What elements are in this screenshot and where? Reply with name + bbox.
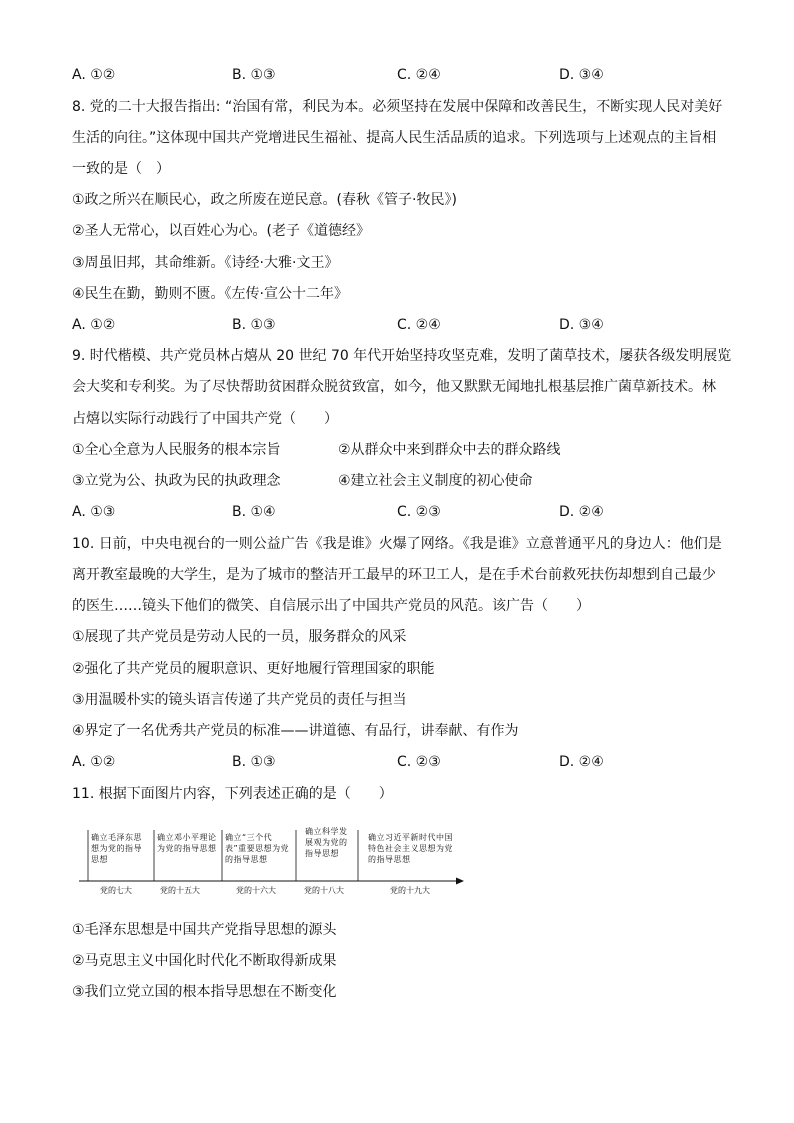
timeline-congress: 党的七大 [100, 886, 132, 895]
timeline-congress: 党的十五大 [160, 886, 200, 895]
q10-statement: ②强化了共产党员的履职意识、更好地履行管理国家的职能 [72, 661, 435, 677]
q8-statement: ②圣人无常心，以百姓心为心。(老子《道德经》 [72, 223, 371, 239]
q10-statement: ④界定了一名优秀共产党员的标准——讲道德、有品行，讲奉献、有作为 [72, 723, 519, 739]
timeline-label: 确立科学发展观为党的指导思想 [305, 827, 348, 858]
q8-stem-line: 8. 党的二十大报告指出: “治国有常，利民为本。必须坚持在发展中保障和改善民生，不断实现人民对美好 [72, 99, 723, 115]
q11-stem-line: 11. 根据下面图片内容，下列表述正确的是（ ） [72, 786, 393, 802]
q10-option-b[interactable]: B. ①③ [232, 754, 276, 770]
timeline-congress: 党的十九大 [390, 886, 430, 895]
q10-statement: ③用温暖朴实的镜头语言传递了共产党员的责任与担当 [72, 692, 407, 708]
q9-option-a[interactable]: A. ①③ [72, 504, 116, 520]
q8-option-a[interactable]: A. ①② [72, 317, 116, 333]
q9-options [72, 502, 724, 522]
timeline-congress: 党的十八大 [304, 886, 344, 895]
timeline-congress: 党的十六大 [236, 886, 276, 895]
q9-stem-line: 9. 时代楷模、共产党员林占熺从 20 世纪 70 年代开始坚持攻坚克难，发明了菌草技术，屡获各级发明展览 [72, 348, 732, 364]
q10-option-c[interactable]: C. ②③ [397, 754, 441, 770]
q11-statement: ②马克思主义中国化时代化不断取得新成果 [72, 953, 337, 969]
q10-option-d[interactable]: D. ②④ [559, 754, 604, 770]
q8-statement: ③周虽旧邦，其命维新。《诗经·大雅·文王》 [72, 255, 339, 271]
timeline-label: 确立毛泽东思想为党的指导思想 [91, 833, 142, 864]
q9-stem-line: 占熺以实际行动践行了中国共产党（ ） [72, 411, 338, 427]
q10-options [72, 752, 724, 772]
timeline-label: 确立习近平新时代中国特色社会主义思想为党的指导思想 [368, 833, 453, 864]
q9-statement: ④建立社会主义制度的初心使命 [338, 473, 533, 489]
q9-stem-line: 会大奖和专利奖。为了尽快帮助贫困群众脱贫致富，如今，他又默默无闻地扎根基层推广菌草新技术。林 [72, 379, 716, 395]
q9-statement: ②从群众中来到群众中去的群众路线 [338, 442, 561, 458]
q8-statement: ④民生在勤，勤则不匮。《左传·宣公十二年》 [72, 286, 348, 302]
q7-options [72, 65, 724, 85]
q9-statement-row [72, 440, 724, 460]
q8-statement: ①政之所兴在顺民心，政之所废在逆民意。(春秋《管子·牧民》) [72, 192, 457, 208]
q10-stem-line: 离开教室最晚的大学生，是为了城市的整洁开工最早的环卫工人，是在手术台前救死扶伤却想到自己最少 [72, 567, 716, 583]
q8-stem-line: 一致的是（ ） [72, 161, 170, 177]
q7-option-b[interactable]: B. ①③ [232, 67, 276, 83]
q9-statement-row [72, 471, 724, 491]
q9-option-b[interactable]: B. ①④ [232, 504, 276, 520]
q9-option-c[interactable]: C. ②③ [397, 504, 441, 520]
q8-option-c[interactable]: C. ②④ [397, 317, 441, 333]
timeline-label: 确立“三个代表”重要思想为党的指导思想 [225, 833, 290, 864]
q10-stem-line: 10. 日前，中央电视台的一则公益广告《我是谁》火爆了网络。《我是谁》立意普通平凡的身边人：他们是 [72, 536, 722, 552]
q9-statement: ③立党为公、执政为民的执政理念 [72, 473, 281, 489]
q11-statement: ①毛泽东思想是中国共产党指导思想的源头 [72, 922, 337, 938]
q8-option-d[interactable]: D. ③④ [559, 317, 604, 333]
timeline-label: 确立邓小平理论为党的指导思想 [157, 833, 217, 853]
q11-statement: ③我们立党立国的根本指导思想在不断变化 [72, 984, 337, 1000]
q7-option-c[interactable]: C. ②④ [397, 67, 441, 83]
q8-options [72, 315, 724, 335]
guiding-thought-timeline [76, 826, 464, 904]
q9-option-d[interactable]: D. ②④ [559, 504, 604, 520]
q9-statement: ①全心全意为人民服务的根本宗旨 [72, 442, 281, 458]
q8-option-b[interactable]: B. ①③ [232, 317, 276, 333]
q10-option-a[interactable]: A. ①② [72, 754, 116, 770]
q8-stem-line: 生活的向往。”这体现中国共产党增进民生福祉、提高人民生活品质的追求。下列选项与上述观点的主旨相 [72, 130, 717, 146]
q7-option-a[interactable]: A. ①② [72, 67, 116, 83]
q7-option-d[interactable]: D. ③④ [559, 67, 604, 83]
q10-stem-line: 的医生……镜头下他们的微笑、自信展示出了中国共产党员的风范。该广告（ ） [72, 598, 590, 614]
q10-statement: ①展现了共产党员是劳动人民的一员，服务群众的风采 [72, 629, 407, 645]
timeline-arrowhead [456, 878, 464, 885]
